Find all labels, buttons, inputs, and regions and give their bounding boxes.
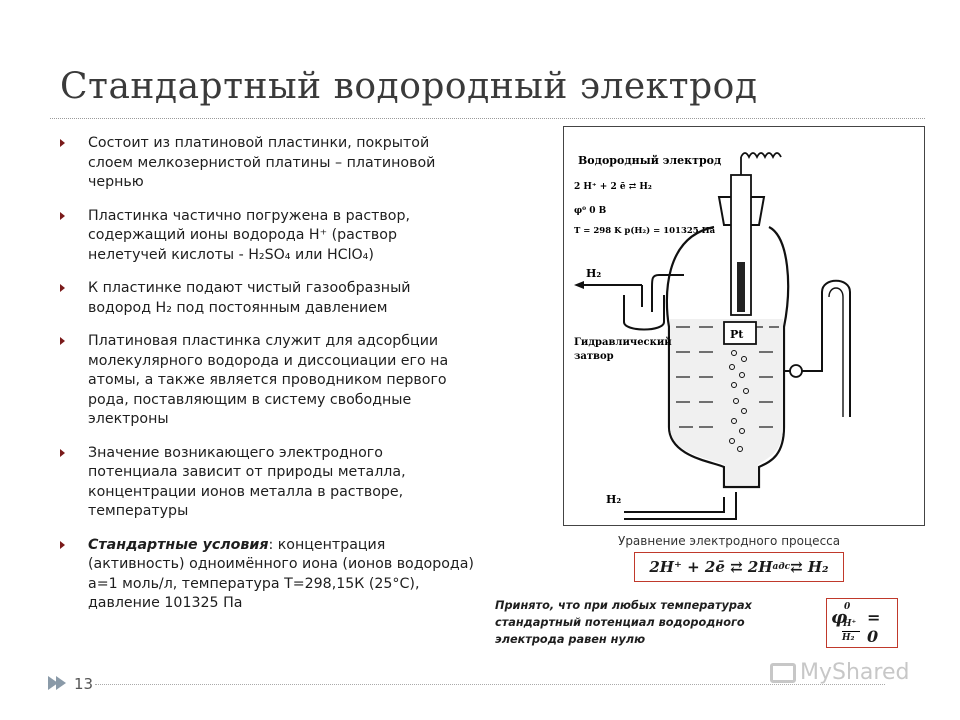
hydraulic-seal (624, 295, 664, 330)
title-divider (50, 118, 925, 119)
bullet-item (60, 444, 475, 522)
phi-value: = 0 (867, 608, 881, 646)
page-marker-icon (56, 676, 66, 690)
bullet-list (60, 134, 475, 628)
figure-potential: φ⁰ 0 В (574, 206, 607, 216)
seal-label-line2: затвор (574, 351, 614, 362)
bullet-arrow-icon (60, 541, 65, 549)
bullet-arrow-icon (60, 139, 65, 147)
bullet-emphasis: Стандартные условия (88, 536, 269, 553)
bullet-arrow-icon (60, 449, 65, 457)
bullet-item (60, 332, 475, 430)
watermark (770, 660, 909, 685)
fraction-line (842, 631, 860, 632)
phi-superscript: 0 (844, 602, 851, 612)
seal-label-line1: Гидравлический (574, 337, 672, 348)
bullet-text: Пластинка частично погружена в раствор, содержащий ионы водорода H⁺ (раствор нелетучей кислоты - H₂SO₄ или HClO₄) (88, 207, 410, 263)
bullet-text: К пластинке подают чистый газообразный водород H₂ под постоянным давлением (88, 280, 411, 316)
bullet-arrow-icon (60, 337, 65, 345)
bullet-item (60, 207, 475, 266)
bullet-item (60, 134, 475, 193)
inlet-tube (624, 497, 724, 512)
bullet-item (60, 279, 475, 318)
bullet-text: : концентрация (активность) одноимённого иона (ионов водорода) a=1 моль/л, температура Т=298,15К (25°С), давление 101325 Па (88, 536, 474, 611)
equation-right: ⇄ H₂ (790, 558, 829, 576)
bullet-item (60, 536, 475, 614)
bullet-arrow-icon (60, 212, 65, 220)
zero-potential-formula (826, 598, 898, 648)
wire-coil (741, 153, 781, 157)
bullet-text: Состоит из платиновой пластинки, покрытой слоем мелкозернистой платины – платиновой чернью (88, 135, 436, 190)
watermark-text: MyShared (800, 660, 910, 685)
figure-conditions: T = 298 K p(H₂) = 101325 Па (574, 226, 716, 236)
bullet-arrow-icon (60, 284, 65, 292)
pt-wire (737, 262, 745, 312)
electrode-equation (634, 552, 844, 582)
slide-title: Стандартный водородный электрод (60, 66, 758, 107)
outlet-arrow-icon (574, 281, 584, 289)
h2-in-label: H₂ (606, 493, 622, 506)
bullet-text: Значение возникающего электродного потенциала зависит от природы металла, концентрации ионов металла в растворе, температуры (88, 444, 406, 519)
zero-potential-note: Принято, что при любых температурах стандартный потенциал водородного электрода равен нулю (495, 599, 752, 646)
figure-heading: Водородный электрод (578, 154, 722, 167)
watermark-logo-icon (770, 663, 796, 683)
phi-subscript-bottom: H₂ (842, 633, 855, 643)
bullet-text: Платиновая пластинка служит для адсорбции молекулярного водорода и диссоциации его на атомы, а также является проводником первого рода, поставляющим в систему свободные электроны (88, 333, 449, 427)
h2-out-label: H₂ (586, 267, 602, 280)
equation-caption: Уравнение электродного процесса (618, 534, 841, 548)
phi-subscript-top: H⁺ (843, 619, 857, 629)
equation-sub: адс (772, 562, 791, 572)
page-number: 13 (74, 675, 94, 693)
pt-label: Pt (730, 328, 744, 341)
stopcock (790, 365, 802, 377)
hydrogen-electrode-figure (563, 126, 925, 526)
electrode-diagram (564, 127, 926, 527)
equation-left: 2H⁺ + 2ē ⇄ 2H (649, 558, 773, 576)
phi-symbol: φ (831, 607, 848, 628)
figure-reaction: 2 H⁺ + 2 ē ⇄ H₂ (574, 182, 652, 192)
footer-divider (95, 684, 885, 685)
